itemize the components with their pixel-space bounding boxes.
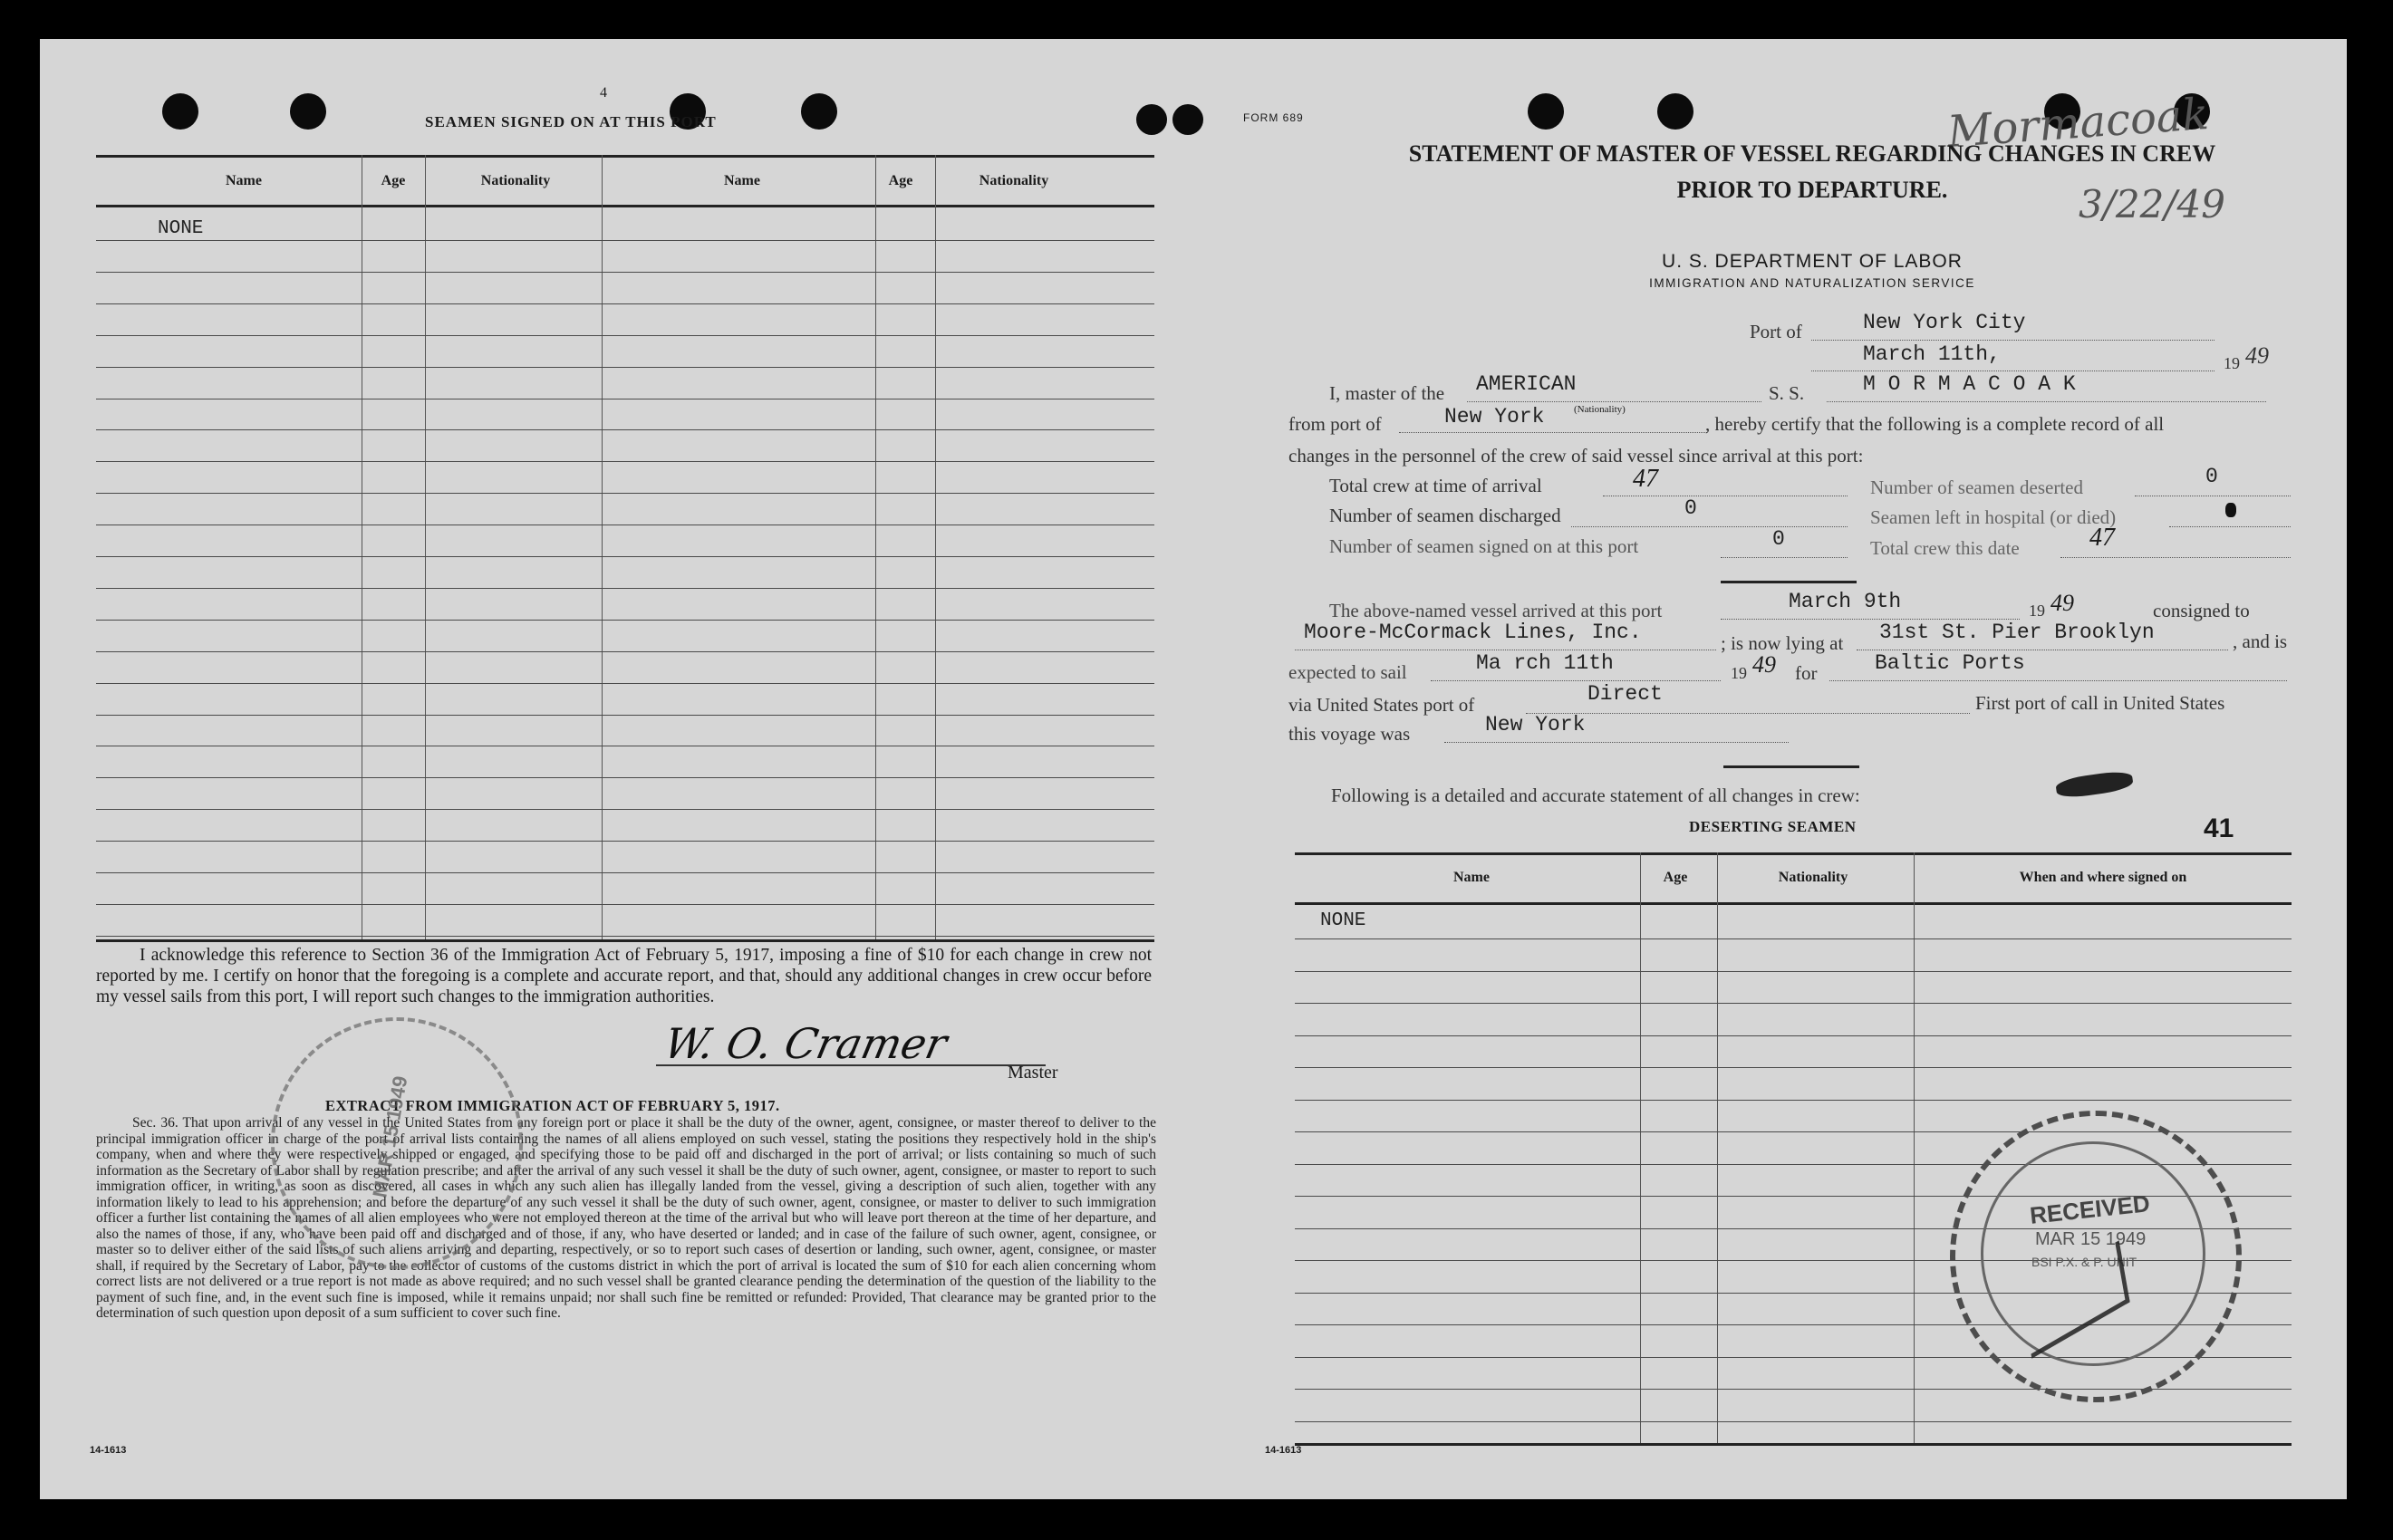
hospital-mark (2225, 503, 2236, 517)
lying-value: 31st St. Pier Brooklyn (1879, 621, 2155, 644)
left-table-top-rule (96, 155, 1154, 158)
signed-on-label: Number of seamen signed on at this port (1329, 535, 1639, 557)
master-signature: W. O. Cramer (660, 1019, 951, 1068)
arrived-year: 49 (2050, 590, 2074, 616)
right-col-age: Age (1663, 870, 1688, 885)
form-title-line1: STATEMENT OF MASTER OF VESSEL REGARDING CHANGES IN CREW (1408, 140, 2216, 167)
table-row-line (96, 872, 1154, 873)
received-stamp (1950, 1111, 2242, 1402)
punch-hole (1657, 93, 1693, 130)
left-stamp-date: MAR 15 1949 (368, 1073, 412, 1199)
total-arrival-label: Total crew at time of arrival (1329, 475, 1542, 496)
left-col-nationality: Nationality (480, 173, 551, 188)
table-row-line (96, 303, 1154, 304)
right-table-header-rule (1295, 902, 2292, 905)
voyage-line (1444, 742, 1789, 743)
table-row-line (96, 588, 1154, 589)
certify-text: , hereby certify that the following is a complete record of all (1705, 413, 2165, 435)
section-divider (1723, 765, 1859, 768)
total-date-value: 47 (2089, 524, 2115, 552)
discharged-value: 0 (1684, 496, 1697, 520)
right-col-when: When and where signed on (2019, 870, 2187, 885)
right-form-code: 14-1613 (1265, 1445, 1302, 1456)
first-port-label: First port of call in United States (1975, 692, 2225, 714)
via-label: via United States port of (1288, 694, 1475, 716)
ship-name: M O R M A C O A K (1863, 372, 2076, 396)
table-row-line (1295, 1421, 2292, 1422)
expected-year: 49 (1752, 651, 1776, 678)
from-port-label: from port of (1288, 413, 1382, 435)
table-row-line (96, 936, 1154, 937)
total-date-label: Total crew this date (1870, 537, 2020, 559)
right-table-bottom-rule (1295, 1443, 2292, 1446)
following-text: Following is a detailed and accurate statement of all changes in crew: (1331, 784, 1860, 806)
right-col-name: Name (1453, 870, 1490, 885)
stamp-scribble (2055, 769, 2134, 800)
extract-text: Sec. 36. That upon arrival of any vessel in the United States from any foreign port or place it shall be the duty of the owner, agent, consignee, or master thereof to deliver to the principal immigration officer in charge of the port of arrival lists containing the names of all aliens employed on such vessel, stating the positions they respectively hold in the ship's company, when and where they were respectively shipped or engaged, and specifying those to be paid off and discharged in the port of arrival; or lists containing so much of such information as the Secretary of Labor shall by regulation prescribe; and after the arrival of any such vessel it shall be the duty of such owner, agent, consignee, or master to report to such immigration officer, in writing, as soon as discovered, all cases in which any such alien has illegally landed from the vessel, giving a description of such alien, together with any information likely to lead to his apprehension; and before the departure of any such vessel it shall be the duty of such owner, agent, consignee, or master to deliver to such immigration officer a further list containing the names of all alien employees who were not employed thereon at the time of the arrival but who will leave port thereon at the time of her departure, and also the names of those, if any, who have been paid off and discharged and of those, if any, who have deserted or landed; and in case of the failure of such owner, agent, consignee, or master so to deliver either of the said lists of such aliens arriving and departing, respectively, or so to report such cases of desertion or landing, such owner, agent, consignee, or master shall, if required by the Secretary of Labor, pay to the collector of customs of the customs district in which the port of arrival is located the sum of $10 for each alien concerning whom correct lists are not delivered or a true report is not made as above required; and no such vessel shall be granted clearance pending the determination of the question of the liability to the payment of such fine, and, in the event such fine is imposed, while it remains unpaid; nor shall such fine be remitted or refunded: Provided, That clearance may be granted prior to the determination of such question upon deposit of a sum sufficient to cover such fine. (96, 1115, 1156, 1321)
right-first-entry: NONE (1320, 910, 1366, 931)
ship-line (1827, 401, 2266, 402)
hospital-line (2169, 526, 2291, 527)
nationality-line (1467, 401, 1761, 402)
page-count: 41 (2204, 813, 2234, 843)
handwritten-date: 3/22/49 (2079, 182, 2225, 226)
destination-line (1829, 680, 2287, 681)
left-page-title: SEAMEN SIGNED ON AT THIS PORT (425, 113, 717, 130)
discharged-label: Number of seamen discharged (1329, 505, 1561, 526)
signed-on-line (1721, 557, 1848, 558)
left-first-entry: NONE (158, 218, 204, 239)
changes-text: changes in the personnel of the crew of said vessel since arrival at this port: (1288, 445, 1864, 467)
voyage-label: this voyage was (1288, 723, 1411, 745)
and-is-label: , and is (2233, 630, 2288, 652)
table-row-line (96, 556, 1154, 557)
master-of-label: I, master of the (1329, 382, 1445, 404)
total-arrival-value: 47 (1633, 465, 1658, 493)
ss-label: S. S. (1769, 382, 1805, 404)
port-of-value: New York City (1863, 311, 2026, 334)
table-row-line (96, 904, 1154, 905)
destination-value: Baltic Ports (1875, 651, 2025, 675)
arrived-label: The above-named vessel arrived at this port (1329, 600, 1663, 621)
extract-title: EXTRACT FROM IMMIGRATION ACT OF FEBRUARY 5, 1917. (325, 1097, 780, 1114)
table-row-line (96, 620, 1154, 621)
left-col-name: Name (226, 173, 262, 188)
table-row-line (1295, 1067, 2292, 1068)
right-table-top-rule (1295, 852, 2292, 855)
section-divider (1721, 581, 1857, 583)
nationality-value: AMERICAN (1476, 372, 1577, 396)
left-col-name-2: Name (724, 173, 760, 188)
table-row-line (96, 493, 1154, 494)
left-col-nationality-2: Nationality (979, 173, 1049, 188)
deserted-label: Number of seamen deserted (1870, 476, 2083, 498)
table-row-line (96, 367, 1154, 368)
left-page-number: 4 (600, 85, 607, 101)
left-col-age: Age (381, 173, 406, 188)
left-table-header-rule (96, 205, 1154, 207)
via-value: Direct (1587, 682, 1663, 706)
left-form-code: 14-1613 (90, 1445, 127, 1456)
left-table-bottom-rule (96, 939, 1154, 942)
right-col-divider (1914, 852, 1915, 1443)
table-row-line (96, 809, 1154, 810)
expected-year-prefix: 19 (1731, 664, 1747, 682)
table-row-line (96, 240, 1154, 241)
port-of-line (1811, 340, 2214, 341)
table-row-line (1295, 938, 2292, 939)
punch-hole (1136, 104, 1167, 135)
table-row-line (1295, 1035, 2292, 1036)
punch-hole (1528, 93, 1564, 130)
handwritten-vessel: Mormacoak (1945, 89, 2211, 158)
consigned-label: consigned to (2153, 600, 2250, 621)
left-col-age-2: Age (888, 173, 913, 188)
acknowledgement-text: I acknowledge this reference to Section 36 of the Immigration Act of February 5, 1917, imposing a fine of $10 for each change in crew not reported by me. I certify on honor that the foregoing is a complete and accurate report, and that, should any additional changes in crew occur before my vessel sails from this port, I will report such changes to the immigration authorities. (96, 946, 1152, 1006)
service: IMMIGRATION AND NATURALIZATION SERVICE (1649, 276, 1975, 290)
signature-line (656, 1064, 1046, 1066)
punch-hole (290, 93, 326, 130)
received-stamp-inner-ring (1981, 1141, 2205, 1366)
expected-label: expected to sail (1288, 661, 1407, 683)
expected-line (1431, 680, 1721, 681)
right-col-divider (1640, 852, 1641, 1443)
right-col-nationality: Nationality (1778, 870, 1848, 885)
form-title-line2: PRIOR TO DEPARTURE. (1676, 177, 1948, 203)
for-label: for (1795, 662, 1818, 684)
master-label: Master (1008, 1063, 1058, 1083)
left-col-divider (602, 155, 603, 939)
deserted-value: 0 (2205, 465, 2218, 488)
table-row-line (1295, 1100, 2292, 1101)
table-row-line (96, 777, 1154, 778)
punch-hole (801, 93, 837, 130)
department: U. S. DEPARTMENT OF LABOR (1662, 251, 1963, 272)
nationality-caption: (Nationality) (1574, 404, 1626, 415)
year-prefix: 19 (2224, 354, 2240, 372)
port-of-label: Port of (1750, 321, 1802, 342)
table-row-line (96, 651, 1154, 652)
table-row-line (96, 841, 1154, 842)
year-value: 49 (2245, 342, 2269, 369)
document-sheet (40, 39, 2347, 1499)
form-number: FORM 689 (1243, 111, 1304, 124)
table-row-line (96, 683, 1154, 684)
table-row-line (96, 335, 1154, 336)
received-stamp-left (271, 1017, 523, 1269)
right-col-divider (1717, 852, 1718, 1443)
via-line (1526, 713, 1970, 714)
date-value: March 11th, (1863, 342, 2001, 366)
table-row-line (96, 715, 1154, 716)
stamp-unit: BSI P.X. & P. UNIT (2031, 1255, 2137, 1269)
hospital-label: Seamen left in hospital (or died) (1870, 506, 2117, 528)
consignee-value: Moore-McCormack Lines, Inc. (1304, 621, 1642, 644)
expected-value: Ma rch 11th (1476, 651, 1614, 675)
arrived-value: March 9th (1789, 590, 1902, 613)
punch-hole (162, 93, 198, 130)
voyage-value: New York (1485, 713, 1586, 736)
from-port-line (1399, 432, 1707, 433)
stamp-date: MAR 15 1949 (2035, 1229, 2147, 1249)
discharged-line (1571, 526, 1848, 527)
punch-hole (1172, 104, 1203, 135)
from-port-value: New York (1444, 405, 1545, 428)
left-col-divider (875, 155, 876, 939)
table-row-line (96, 461, 1154, 462)
arrived-line (1721, 619, 2020, 620)
table-row-line (1295, 971, 2292, 972)
deserting-title: DESERTING SEAMEN (1689, 818, 1857, 835)
table-row-line (96, 272, 1154, 273)
table-row-line (96, 429, 1154, 430)
left-col-divider (425, 155, 426, 939)
table-row-line (1295, 1003, 2292, 1004)
total-date-line (2060, 557, 2291, 558)
signed-on-value: 0 (1772, 527, 1785, 551)
lying-label: ; is now lying at (1721, 632, 1844, 654)
arrived-year-prefix: 19 (2029, 602, 2045, 620)
stamp-received: RECEIVED (2028, 1189, 2152, 1229)
left-col-divider (935, 155, 936, 939)
